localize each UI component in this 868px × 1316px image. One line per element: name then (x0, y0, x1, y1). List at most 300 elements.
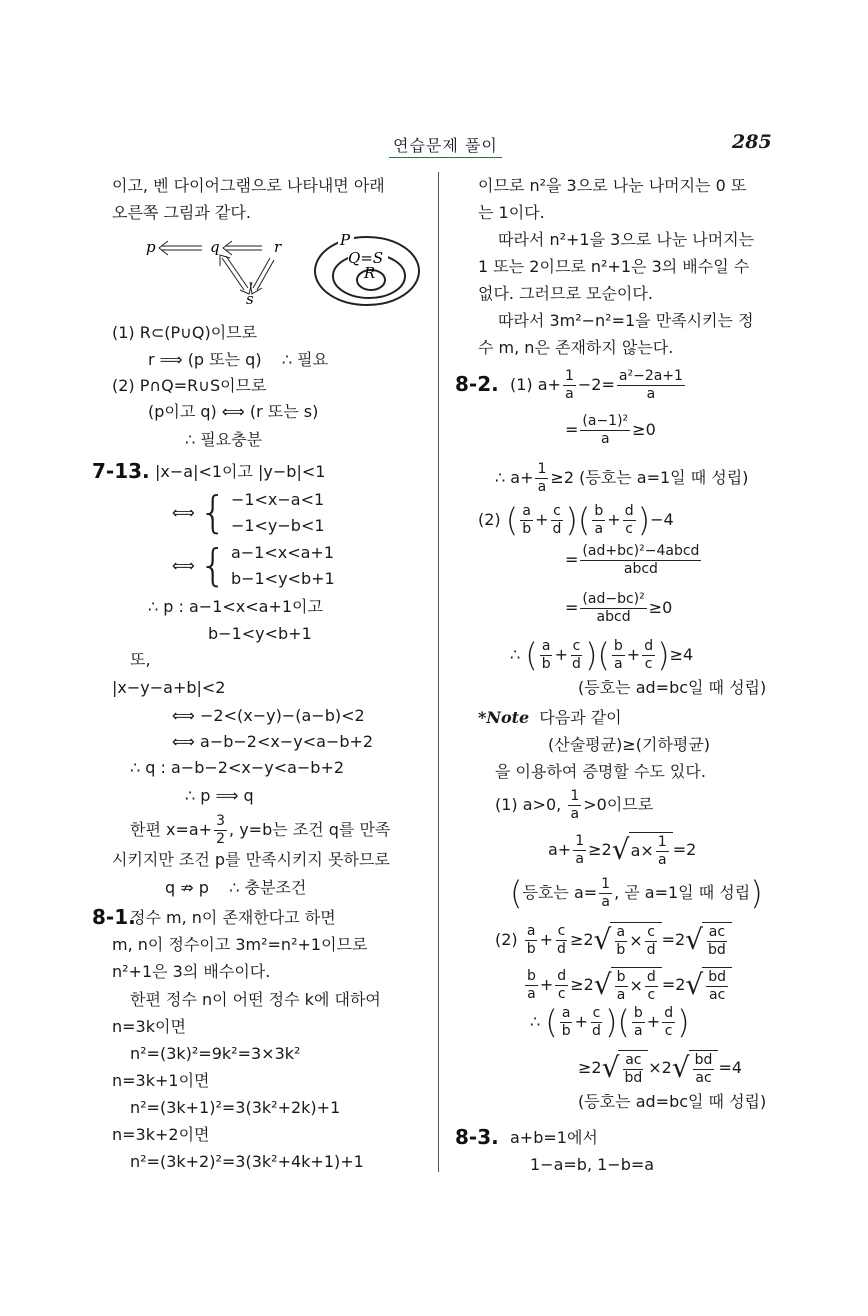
label-s: s (246, 290, 254, 308)
numerator: d (644, 637, 654, 654)
radicand (702, 922, 732, 959)
fraction (590, 1005, 603, 1040)
text-run: + (554, 645, 569, 664)
brace-icon: { (198, 540, 227, 591)
square-root (685, 967, 732, 1004)
text-line (523, 967, 732, 1004)
numerator: ac (708, 923, 726, 940)
denominator: a (634, 1022, 643, 1039)
numerator: b (616, 968, 626, 985)
fraction (592, 503, 605, 538)
denominator: a (646, 385, 656, 402)
square-root (602, 1050, 649, 1087)
denominator: c (647, 986, 656, 1003)
denominator: a (594, 520, 604, 537)
big-parenthesis: ) (677, 1003, 690, 1041)
text-line (478, 257, 749, 277)
text-line (172, 487, 325, 539)
square-root (594, 922, 662, 959)
text-line (130, 1044, 300, 1064)
fraction (573, 833, 586, 868)
text-run: (등호는 ad=bc일 때 성립) (578, 1092, 767, 1111)
brace-icon: { (198, 487, 227, 538)
fraction (214, 813, 227, 848)
text-run: a× (630, 841, 654, 860)
radical-icon: √ (601, 1051, 620, 1084)
denominator: d (557, 940, 566, 957)
denominator: c (644, 655, 653, 672)
text-run: ∴ p : a−1<x<a+1이고 (148, 597, 323, 616)
radicand (611, 967, 662, 1004)
denominator: b (522, 520, 532, 537)
text-line (130, 758, 344, 778)
denominator: abcd (596, 608, 631, 625)
text-line (172, 706, 365, 726)
text-line (578, 1050, 742, 1087)
text-run: × (629, 976, 643, 995)
big-parenthesis: ( (617, 1003, 630, 1041)
text-line (495, 922, 732, 959)
fraction (656, 834, 669, 869)
fraction (563, 368, 576, 403)
numerator: 1 (537, 460, 547, 477)
text-run: 오른쪽 그림과 같다. (112, 203, 251, 222)
equation-system (231, 540, 335, 592)
text-run: ⟺ −2<(x−y)−(a−b)<2 (172, 706, 365, 725)
denominator: ac (709, 986, 726, 1003)
radicand (610, 922, 661, 959)
numerator: d (557, 967, 567, 984)
denominator: a (601, 893, 610, 910)
text-run: |x−a|<1이고 |y−b|<1 (155, 462, 326, 481)
fraction (642, 638, 655, 673)
text-run: 이고, 벤 다이어그램으로 나타내면 아래 (112, 176, 385, 195)
square-root (685, 922, 732, 959)
section-title: 연습문제 풀이 (389, 133, 502, 158)
numerator: 1 (657, 833, 667, 850)
logic-and-venn-diagram (140, 228, 430, 308)
big-parenthesis: ( (505, 501, 519, 539)
numerator: c (592, 1004, 601, 1021)
text-run: 따라서 n²+1을 3으로 나눈 나머지는 (498, 230, 755, 249)
numerator: 3 (216, 812, 226, 829)
denominator: a (537, 478, 547, 495)
text-run: a+b=1에서 (510, 1128, 598, 1147)
fraction (540, 638, 553, 673)
denominator: c (625, 520, 633, 537)
numerator: a (616, 923, 626, 940)
numerator: 1 (564, 367, 574, 384)
text-line (478, 503, 674, 538)
radical-icon: √ (671, 1051, 690, 1084)
text-line (155, 462, 325, 482)
fraction (551, 503, 564, 538)
text-line (498, 230, 754, 250)
numerator: b (527, 967, 536, 984)
fraction (706, 924, 728, 959)
text-line (510, 1128, 598, 1148)
text-run: ≥0 (632, 420, 656, 439)
text-line (112, 203, 251, 223)
big-parenthesis: ( (545, 1003, 558, 1041)
fraction (645, 969, 658, 1004)
big-parenthesis: ) (584, 636, 598, 674)
text-line (130, 1152, 364, 1172)
text-run: −2= (577, 375, 615, 394)
text-run: 따라서 3m²−n²=1을 만족시키는 정 (498, 311, 754, 330)
text-run: =4 (718, 1058, 743, 1077)
denominator: b (541, 655, 551, 672)
text-run: 이므로 n²을 3으로 나눈 나머지는 0 또 (478, 176, 747, 195)
text-line (112, 376, 266, 396)
problem-number: 7-13. (92, 459, 150, 483)
double-arrow-icon (159, 241, 202, 255)
denominator: d (646, 941, 656, 958)
text-run: ≥0 (648, 598, 673, 617)
fraction (632, 1005, 645, 1040)
denominator: a (657, 851, 667, 868)
text-run: 정수 m, n이 존재한다고 하면 (130, 908, 336, 927)
big-parenthesis: ) (657, 636, 670, 674)
text-run: 한편 x=a+ (130, 820, 213, 839)
text-line (478, 284, 653, 304)
text-run: ∴ a+ (495, 468, 534, 487)
text-line (112, 176, 385, 196)
venn-label-q-s: Q=S (348, 249, 384, 267)
numerator: b (633, 1004, 643, 1021)
radical-icon: √ (685, 923, 703, 956)
denominator: a (600, 430, 610, 447)
radicand (629, 832, 673, 869)
fraction (693, 1052, 715, 1087)
equation: b−1<y<b+1 (230, 569, 335, 588)
text-run: a+ (548, 840, 572, 859)
numerator: c (557, 922, 566, 939)
denominator: 2 (216, 830, 226, 847)
square-root (594, 967, 662, 1004)
big-parenthesis: ) (637, 501, 651, 539)
big-parenthesis: ( (510, 874, 523, 912)
text-run: (등호는 ad=bc일 때 성립) (578, 678, 767, 697)
text-run: n²=(3k+1)²=3(3k²+2k)+1 (130, 1098, 341, 1117)
numerator: a (561, 1004, 571, 1021)
fraction (568, 788, 581, 823)
equation: a−1<x<a+1 (230, 543, 334, 562)
denominator: a (570, 805, 580, 822)
numerator: c (572, 637, 581, 654)
text-run: 을 이용하여 증명할 수도 있다. (495, 762, 706, 781)
big-parenthesis: ) (750, 874, 763, 912)
text-line (548, 735, 710, 755)
text-run: 1 또는 2이므로 n²+1은 3의 배수일 수 (478, 257, 750, 276)
text-run: 1−a=b, 1−b=a (530, 1155, 655, 1174)
denominator: c (664, 1022, 673, 1039)
text-line (495, 762, 706, 782)
text-line (185, 786, 254, 806)
text-line (478, 176, 746, 196)
text-run: r ⟹ (p 또는 q) ∴ 필요 (148, 350, 329, 369)
column-divider (438, 172, 439, 1172)
text-run: (p이고 q) ⟺ (r 또는 s) (148, 402, 319, 421)
radicand (689, 1050, 719, 1087)
text-run: , y=b는 조건 q를 만족 (229, 820, 391, 839)
text-line (565, 591, 672, 626)
denominator: a (614, 655, 623, 672)
text-line (130, 650, 151, 670)
fraction (560, 1005, 573, 1040)
numerator: d (664, 1004, 674, 1021)
denominator: d (572, 655, 581, 672)
text-run: (2) (478, 510, 506, 529)
fraction (525, 923, 538, 958)
denominator: bd (624, 1069, 643, 1086)
text-run: ≥2 (588, 840, 612, 859)
text-line (112, 850, 390, 870)
text-line (498, 311, 754, 331)
text-run: ∴ p ⟹ q (185, 786, 254, 805)
numerator: b (613, 637, 623, 654)
problem-number: 8-1. (92, 905, 136, 929)
note-label: *Note (478, 708, 530, 727)
text-run: (1) a>0, (495, 795, 567, 814)
text-run: + (535, 510, 549, 529)
text-run: n²=(3k+2)²=3(3k²+4k+1)+1 (130, 1152, 364, 1171)
text-line (548, 832, 696, 869)
text-run: ∴ (510, 645, 526, 664)
text-line (495, 461, 748, 496)
text-line (130, 990, 381, 1010)
text-run: × (629, 931, 643, 950)
numerator: 1 (575, 832, 585, 849)
text-line (478, 708, 622, 728)
big-parenthesis: ( (525, 636, 538, 674)
text-run: , 곧 a=1일 때 성립 (614, 883, 751, 902)
equation-system (231, 487, 325, 539)
fraction (645, 924, 658, 959)
text-run: ∴ 필요충분 (185, 430, 263, 449)
text-line (565, 413, 656, 448)
big-parenthesis: ) (604, 1003, 618, 1041)
text-run: ⟺ (172, 556, 195, 575)
numerator: d (624, 502, 634, 519)
numerator: a (541, 637, 551, 654)
denominator: a (565, 385, 574, 402)
text-run: (1) R⊂(P∪Q)이므로 (112, 323, 258, 342)
fraction (580, 543, 701, 578)
denominator: ac (695, 1069, 712, 1086)
numerator: b (594, 502, 604, 519)
text-run: = (565, 550, 579, 569)
text-line (530, 1155, 654, 1175)
text-run: b−1<y<b+1 (208, 624, 312, 643)
denominator: b (526, 940, 536, 957)
text-run: ⟺ a−b−2<x−y<a−b+2 (172, 732, 374, 751)
fraction (612, 638, 625, 673)
text-run: = (565, 420, 579, 439)
venn-label-r: R (364, 264, 376, 282)
fraction (706, 969, 728, 1004)
numerator: a (522, 502, 531, 519)
denominator: bd (708, 941, 726, 958)
denominator: d (592, 1022, 601, 1039)
text-line (172, 732, 373, 752)
text-run: 수 m, n은 존재하지 않는다. (478, 338, 674, 357)
text-line (530, 1005, 690, 1040)
text-run: + (574, 1012, 589, 1031)
equation: −1<y−b<1 (230, 516, 325, 535)
numerator: (a−1)² (582, 412, 629, 429)
text-line (148, 350, 328, 370)
label-q: q (210, 238, 220, 256)
problem-number: 8-2. (455, 372, 499, 396)
numerator: bd (694, 1051, 713, 1068)
text-run: =2 (661, 930, 686, 949)
radical-icon: √ (593, 923, 612, 956)
text-run: ≥2 (578, 1058, 602, 1077)
text-line (565, 543, 703, 578)
numerator: a (526, 922, 536, 939)
text-run: n=3k+1이면 (112, 1071, 210, 1090)
text-line (112, 678, 225, 698)
fraction (525, 968, 538, 1003)
text-line (510, 638, 693, 673)
text-line (130, 1098, 340, 1118)
radical-icon: √ (685, 968, 704, 1001)
radical-icon: √ (593, 968, 612, 1001)
text-run: (2) P∩Q=R∪S이므로 (112, 376, 267, 395)
fraction (570, 638, 583, 673)
text-line (165, 878, 306, 898)
text-run: (2) (495, 930, 523, 949)
fraction (617, 368, 685, 403)
text-line (112, 962, 270, 982)
numerator: d (646, 968, 656, 985)
numerator: bd (708, 968, 727, 985)
page-number: 285 (732, 131, 772, 153)
fraction (599, 876, 612, 911)
text-line (208, 624, 312, 644)
text-run: + (626, 645, 641, 664)
fraction (623, 503, 636, 538)
text-run: ∴ q : a−b−2<x−y<a−b+2 (130, 758, 345, 777)
radicand (618, 1050, 648, 1087)
text-run: 등호는 a= (522, 883, 598, 902)
text-run: 시키지만 조건 p를 만족시키지 못하므로 (112, 850, 390, 869)
numerator: c (647, 923, 655, 940)
text-run: ≥2 (570, 975, 594, 994)
text-run: + (607, 510, 621, 529)
square-root (672, 1050, 719, 1087)
numerator: (ad−bc)² (582, 590, 645, 607)
denominator: abcd (623, 560, 658, 577)
radical-icon: √ (611, 833, 630, 866)
fraction (614, 924, 627, 959)
numerator: 1 (570, 787, 580, 804)
text-run: n=3k이면 (112, 1017, 186, 1036)
text-run: n²=(3k)²=9k²=3×3k² (130, 1044, 301, 1063)
text-line (130, 813, 390, 848)
equation: −1<x−a<1 (230, 490, 325, 509)
fraction (520, 503, 533, 538)
text-run: ≥2 (569, 930, 594, 949)
big-parenthesis: ( (597, 636, 610, 674)
text-run: ≥4 (669, 645, 694, 664)
text-run: ⟺ (172, 503, 195, 522)
text-run: = (565, 598, 579, 617)
fraction (615, 969, 628, 1004)
text-line (478, 338, 673, 358)
text-run: ×2 (648, 1058, 672, 1077)
denominator: a (575, 850, 584, 867)
fraction (535, 461, 548, 496)
venn-label-p: P (340, 231, 351, 249)
numerator: ac (625, 1051, 642, 1068)
text-run: + (539, 930, 554, 949)
denominator: b (561, 1022, 571, 1039)
text-line (185, 430, 262, 450)
problem-number: 8-3. (455, 1125, 499, 1149)
text-run: q ⇏ p ∴ 충분조건 (165, 878, 307, 897)
text-line (112, 1125, 210, 1145)
text-run: >0이므로 (583, 795, 654, 814)
text-line (510, 368, 687, 403)
fraction (662, 1005, 675, 1040)
text-run: 없다. 그러므로 모순이다. (478, 284, 653, 303)
big-parenthesis: ( (577, 501, 591, 539)
numerator: 1 (601, 875, 611, 892)
text-run: n²+1은 3의 배수이다. (112, 962, 271, 981)
text-run: 또, (130, 650, 151, 669)
text-line (578, 1092, 766, 1112)
text-run: m, n이 정수이고 3m²=n²+1이므로 (112, 935, 368, 954)
double-arrow-icon (223, 241, 262, 255)
denominator: b (616, 941, 626, 958)
text-line (112, 1017, 186, 1037)
text-run: + (539, 975, 554, 994)
big-parenthesis: ) (565, 501, 578, 539)
denominator: a (527, 985, 536, 1002)
denominator: a (616, 986, 626, 1003)
text-line (495, 788, 653, 823)
text-run: (1) a+ (510, 375, 561, 394)
double-arrow-icon (250, 258, 274, 294)
text-line (510, 876, 763, 911)
text-line (112, 1071, 210, 1091)
label-r: r (274, 238, 282, 256)
text-run: 한편 정수 n이 어떤 정수 k에 대하여 (130, 990, 381, 1009)
fraction (622, 1052, 644, 1087)
text-run: (산술평균)≥(기하평균) (548, 735, 711, 754)
label-p: p (146, 238, 156, 256)
fraction (555, 968, 568, 1003)
text-run: |x−y−a+b|<2 (112, 678, 226, 697)
text-line (578, 678, 766, 698)
fraction (580, 591, 646, 626)
fraction (555, 923, 568, 958)
text-line (112, 323, 257, 343)
text-run: + (646, 1012, 661, 1031)
denominator: d (552, 520, 562, 537)
numerator: c (553, 502, 561, 519)
denominator: c (557, 985, 566, 1002)
numerator: (ad+bc)²−4abcd (582, 542, 700, 559)
text-line (112, 935, 367, 955)
double-arrow-icon (220, 255, 252, 294)
fraction (580, 413, 630, 448)
text-line (478, 203, 545, 223)
text-run: n=3k+2이면 (112, 1125, 210, 1144)
text-run: =2 (661, 975, 686, 994)
